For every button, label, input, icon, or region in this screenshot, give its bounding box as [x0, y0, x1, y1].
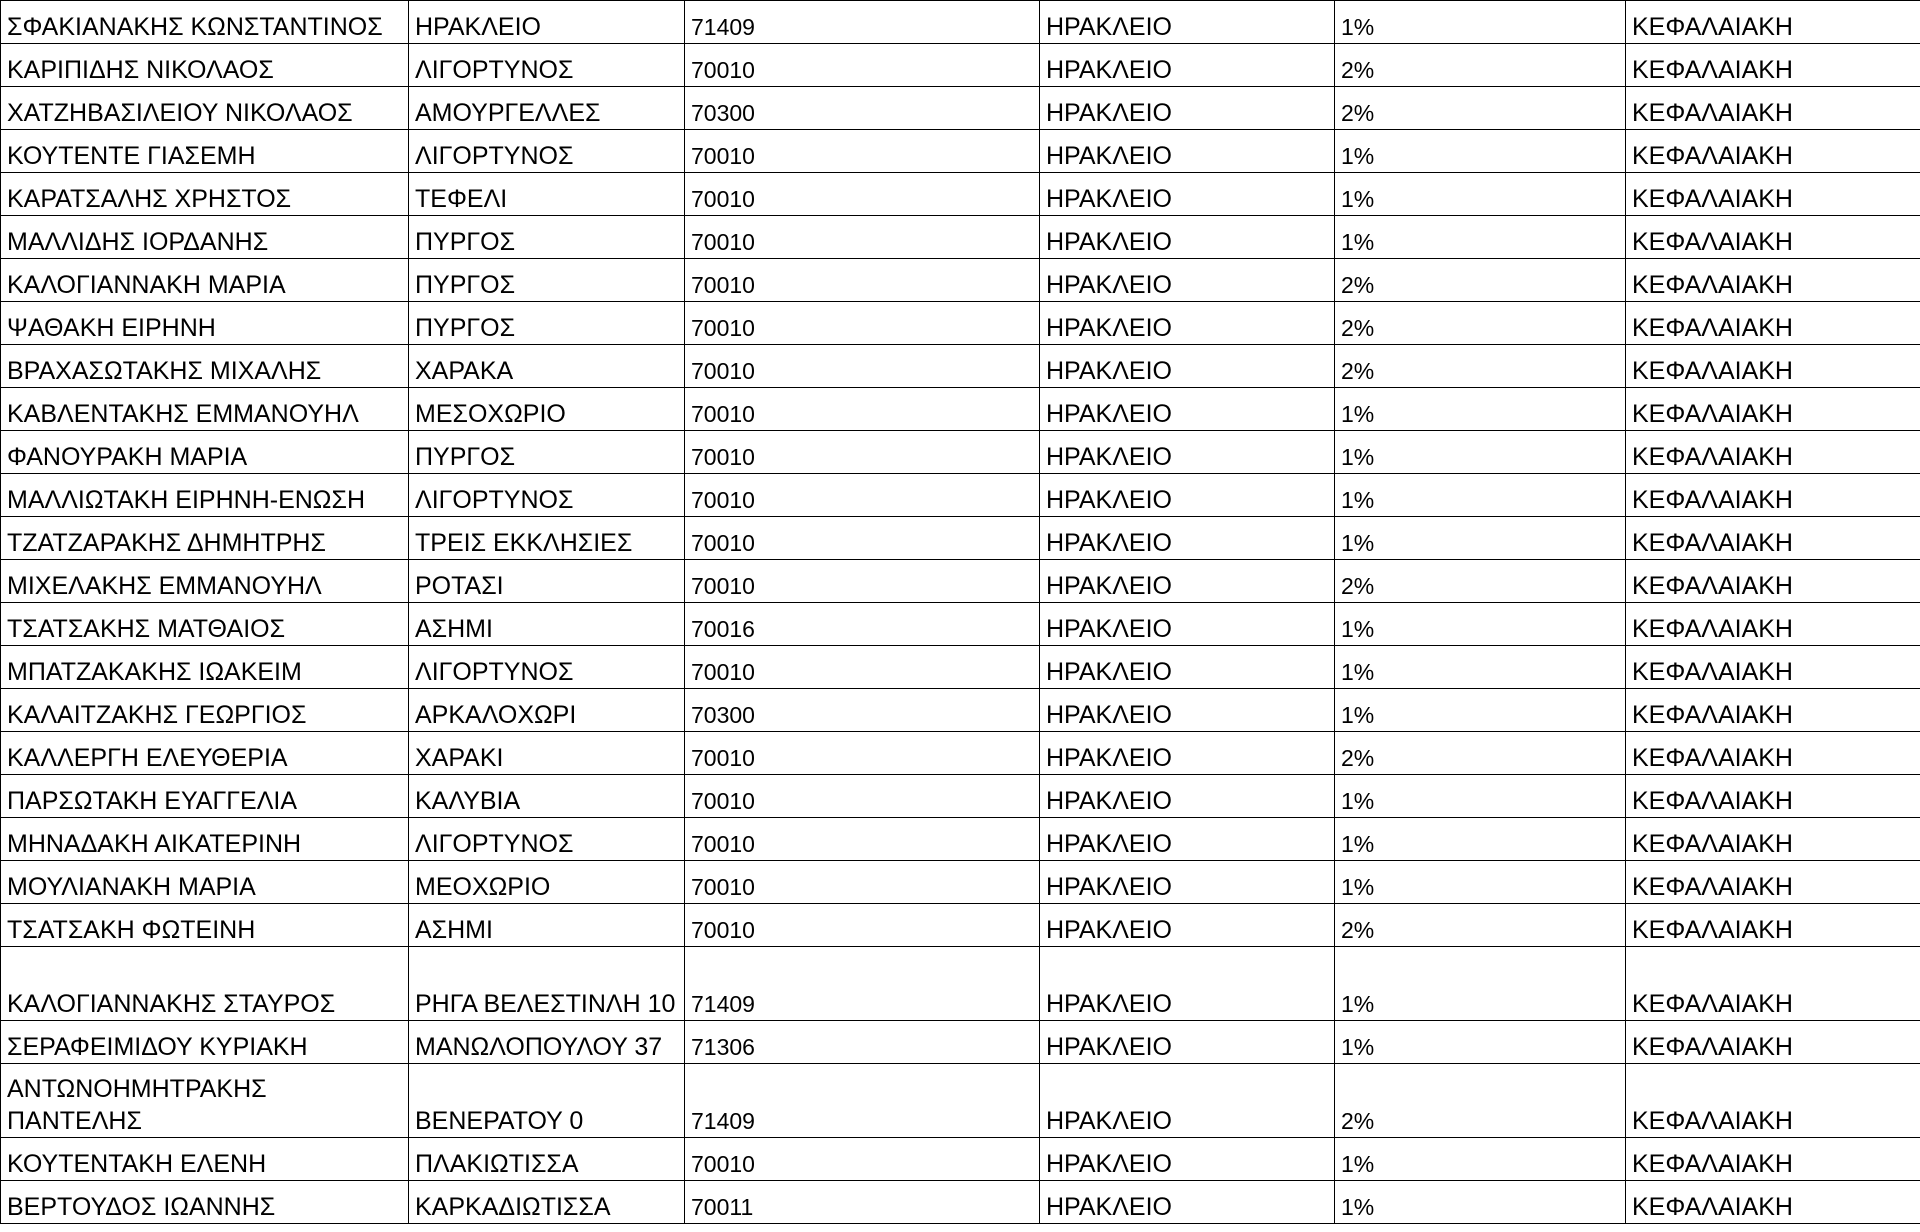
- table-row: [1, 775, 1920, 818]
- percentage-cell: 1%: [1335, 173, 1626, 216]
- city-cell: ΗΡΑΚΛΕΙΟ: [1040, 130, 1335, 173]
- percentage-cell: 2%: [1335, 1064, 1626, 1138]
- percentage-cell: 1%: [1335, 603, 1626, 646]
- percentage-cell: 2%: [1335, 345, 1626, 388]
- table-row: [1, 44, 1920, 87]
- name-cell: ΚΑΛΛΕΡΓΗ ΕΛΕΥΘΕΡΙΑ: [1, 732, 409, 775]
- name-cell: ΣΕΡΑΦΕΙΜΙΔΟΥ ΚΥΡΙΑΚΗ: [1, 1021, 409, 1064]
- name-cell: ΜΑΛΛΙΔΗΣ ΙΟΡΔΑΝΗΣ: [1, 216, 409, 259]
- postal-code-cell: 70010: [685, 474, 1040, 517]
- table-row: [1, 345, 1920, 388]
- category-cell: ΚΕΦΑΛΑΙΑΚΗ: [1626, 1064, 1920, 1138]
- percentage-cell: 1%: [1335, 861, 1626, 904]
- category-cell: ΚΕΦΑΛΑΙΑΚΗ: [1626, 560, 1920, 603]
- percentage-cell: 1%: [1335, 1021, 1626, 1064]
- city-cell: ΗΡΑΚΛΕΙΟ: [1040, 646, 1335, 689]
- category-cell: ΚΕΦΑΛΑΙΑΚΗ: [1626, 646, 1920, 689]
- category-cell: ΚΕΦΑΛΑΙΑΚΗ: [1626, 173, 1920, 216]
- name-cell: ΧΑΤΖΗΒΑΣΙΛΕΙΟΥ ΝΙΚΟΛΑΟΣ: [1, 87, 409, 130]
- category-cell: ΚΕΦΑΛΑΙΑΚΗ: [1626, 474, 1920, 517]
- location-cell: ΠΥΡΓΟΣ: [409, 259, 685, 302]
- percentage-cell: 1%: [1335, 474, 1626, 517]
- city-cell: ΗΡΑΚΛΕΙΟ: [1040, 216, 1335, 259]
- name-cell: ΚΑΛΟΓΙΑΝΝΑΚΗΣ ΣΤΑΥΡΟΣ: [1, 947, 409, 1021]
- location-cell: ΡΗΓΑ ΒΕΛΕΣΤΙΝΛΗ 10: [409, 947, 685, 1021]
- postal-code-cell: 70010: [685, 904, 1040, 947]
- table-row: [1, 259, 1920, 302]
- percentage-cell: 1%: [1335, 646, 1626, 689]
- postal-code-cell: 70010: [685, 517, 1040, 560]
- postal-code-cell: 70016: [685, 603, 1040, 646]
- city-cell: ΗΡΑΚΛΕΙΟ: [1040, 560, 1335, 603]
- table-row: [1, 603, 1920, 646]
- city-cell: ΗΡΑΚΛΕΙΟ: [1040, 345, 1335, 388]
- table-row: [1, 1021, 1920, 1064]
- name-cell: ΤΣΑΤΣΑΚΗΣ ΜΑΤΘΑΙΟΣ: [1, 603, 409, 646]
- category-cell: ΚΕΦΑΛΑΙΑΚΗ: [1626, 431, 1920, 474]
- location-cell: ΛΙΓΟΡΤΥΝΟΣ: [409, 646, 685, 689]
- name-cell: ΚΑΛΟΓΙΑΝΝΑΚΗ ΜΑΡΙΑ: [1, 259, 409, 302]
- location-cell: ΗΡΑΚΛΕΙΟ: [409, 1, 685, 44]
- percentage-cell: 2%: [1335, 259, 1626, 302]
- city-cell: ΗΡΑΚΛΕΙΟ: [1040, 1, 1335, 44]
- category-cell: ΚΕΦΑΛΑΙΑΚΗ: [1626, 517, 1920, 560]
- city-cell: ΗΡΑΚΛΕΙΟ: [1040, 302, 1335, 345]
- name-cell: ΦΑΝΟΥΡΑΚΗ ΜΑΡΙΑ: [1, 431, 409, 474]
- category-cell: ΚΕΦΑΛΑΙΑΚΗ: [1626, 904, 1920, 947]
- category-cell: ΚΕΦΑΛΑΙΑΚΗ: [1626, 732, 1920, 775]
- city-cell: ΗΡΑΚΛΕΙΟ: [1040, 1138, 1335, 1181]
- postal-code-cell: 70010: [685, 130, 1040, 173]
- percentage-cell: 1%: [1335, 689, 1626, 732]
- postal-code-cell: 70010: [685, 861, 1040, 904]
- location-cell: ΤΕΦΕΛΙ: [409, 173, 685, 216]
- name-cell: ΑΝΤΩΝΟΗΜΗΤΡΑΚΗΣ ΠΑΝΤΕΛΗΣ: [1, 1064, 409, 1138]
- name-cell: ΜΙΧΕΛΑΚΗΣ ΕΜΜΑΝΟΥΗΛ: [1, 560, 409, 603]
- percentage-cell: 2%: [1335, 302, 1626, 345]
- category-cell: ΚΕΦΑΛΑΙΑΚΗ: [1626, 1, 1920, 44]
- location-cell: ΠΛΑΚΙΩΤΙΣΣΑ: [409, 1138, 685, 1181]
- city-cell: ΗΡΑΚΛΕΙΟ: [1040, 517, 1335, 560]
- postal-code-cell: 70010: [685, 1138, 1040, 1181]
- postal-code-cell: 70010: [685, 259, 1040, 302]
- name-cell: ΚΟΥΤΕΝΤΑΚΗ ΕΛΕΝΗ: [1, 1138, 409, 1181]
- location-cell: ΧΑΡΑΚΑ: [409, 345, 685, 388]
- location-cell: ΠΥΡΓΟΣ: [409, 431, 685, 474]
- postal-code-cell: 71409: [685, 947, 1040, 1021]
- category-cell: ΚΕΦΑΛΑΙΑΚΗ: [1626, 689, 1920, 732]
- location-cell: ΑΣΗΜΙ: [409, 904, 685, 947]
- city-cell: ΗΡΑΚΛΕΙΟ: [1040, 474, 1335, 517]
- postal-code-cell: 70010: [685, 173, 1040, 216]
- city-cell: ΗΡΑΚΛΕΙΟ: [1040, 732, 1335, 775]
- postal-code-cell: 70010: [685, 302, 1040, 345]
- location-cell: ΒΕΝΕΡΑΤΟΥ 0: [409, 1064, 685, 1138]
- name-cell: ΚΟΥΤΕΝΤΕ ΓΙΑΣΕΜΗ: [1, 130, 409, 173]
- category-cell: ΚΕΦΑΛΑΙΑΚΗ: [1626, 1021, 1920, 1064]
- table-row: [1, 818, 1920, 861]
- category-cell: ΚΕΦΑΛΑΙΑΚΗ: [1626, 130, 1920, 173]
- postal-code-cell: 70010: [685, 44, 1040, 87]
- postal-code-cell: 71306: [685, 1021, 1040, 1064]
- city-cell: ΗΡΑΚΛΕΙΟ: [1040, 904, 1335, 947]
- category-cell: ΚΕΦΑΛΑΙΑΚΗ: [1626, 603, 1920, 646]
- location-cell: ΑΡΚΑΛΟΧΩΡΙ: [409, 689, 685, 732]
- table-row: [1, 646, 1920, 689]
- table-row: [1, 732, 1920, 775]
- table-row: [1, 216, 1920, 259]
- category-cell: ΚΕΦΑΛΑΙΑΚΗ: [1626, 259, 1920, 302]
- location-cell: ΜΕΣΟΧΩΡΙΟ: [409, 388, 685, 431]
- category-cell: ΚΕΦΑΛΑΙΑΚΗ: [1626, 1181, 1920, 1224]
- name-cell: ΚΑΡΙΠΙΔΗΣ ΝΙΚΟΛΑΟΣ: [1, 44, 409, 87]
- postal-code-cell: 70010: [685, 732, 1040, 775]
- category-cell: ΚΕΦΑΛΑΙΑΚΗ: [1626, 1138, 1920, 1181]
- location-cell: ΜΕΟΧΩΡΙΟ: [409, 861, 685, 904]
- category-cell: ΚΕΦΑΛΑΙΑΚΗ: [1626, 818, 1920, 861]
- category-cell: ΚΕΦΑΛΑΙΑΚΗ: [1626, 44, 1920, 87]
- postal-code-cell: 70300: [685, 689, 1040, 732]
- city-cell: ΗΡΑΚΛΕΙΟ: [1040, 388, 1335, 431]
- city-cell: ΗΡΑΚΛΕΙΟ: [1040, 173, 1335, 216]
- postal-code-cell: 70300: [685, 87, 1040, 130]
- table-row: [1, 904, 1920, 947]
- percentage-cell: 2%: [1335, 87, 1626, 130]
- table-row: [1, 1, 1920, 44]
- city-cell: ΗΡΑΚΛΕΙΟ: [1040, 947, 1335, 1021]
- category-cell: ΚΕΦΑΛΑΙΑΚΗ: [1626, 216, 1920, 259]
- postal-code-cell: 70010: [685, 646, 1040, 689]
- percentage-cell: 2%: [1335, 560, 1626, 603]
- category-cell: ΚΕΦΑΛΑΙΑΚΗ: [1626, 947, 1920, 1021]
- location-cell: ΚΑΡΚΑΔΙΩΤΙΣΣΑ: [409, 1181, 685, 1224]
- city-cell: ΗΡΑΚΛΕΙΟ: [1040, 775, 1335, 818]
- postal-code-cell: 70011: [685, 1181, 1040, 1224]
- postal-code-cell: 70010: [685, 345, 1040, 388]
- records-table-body: [1, 1, 1920, 1224]
- table-row: [1, 689, 1920, 732]
- name-cell: ΜΗΝΑΔΑΚΗ ΑΙΚΑΤΕΡΙΝΗ: [1, 818, 409, 861]
- name-cell: ΚΑΒΛΕΝΤΑΚΗΣ ΕΜΜΑΝΟΥΗΛ: [1, 388, 409, 431]
- postal-code-cell: 71409: [685, 1, 1040, 44]
- location-cell: ΡΟΤΑΣΙ: [409, 560, 685, 603]
- name-cell: ΒΡΑΧΑΣΩΤΑΚΗΣ ΜΙΧΑΛΗΣ: [1, 345, 409, 388]
- city-cell: ΗΡΑΚΛΕΙΟ: [1040, 44, 1335, 87]
- location-cell: ΠΥΡΓΟΣ: [409, 302, 685, 345]
- name-cell: ΚΑΡΑΤΣΑΛΗΣ ΧΡΗΣΤΟΣ: [1, 173, 409, 216]
- postal-code-cell: 70010: [685, 775, 1040, 818]
- name-cell: ΚΑΛΑΙΤΖΑΚΗΣ ΓΕΩΡΓΙΟΣ: [1, 689, 409, 732]
- location-cell: ΧΑΡΑΚΙ: [409, 732, 685, 775]
- percentage-cell: 2%: [1335, 904, 1626, 947]
- percentage-cell: 1%: [1335, 130, 1626, 173]
- percentage-cell: 1%: [1335, 388, 1626, 431]
- table-row: [1, 947, 1920, 1021]
- location-cell: ΛΙΓΟΡΤΥΝΟΣ: [409, 130, 685, 173]
- city-cell: ΗΡΑΚΛΕΙΟ: [1040, 259, 1335, 302]
- city-cell: ΗΡΑΚΛΕΙΟ: [1040, 861, 1335, 904]
- location-cell: ΠΥΡΓΟΣ: [409, 216, 685, 259]
- percentage-cell: 1%: [1335, 775, 1626, 818]
- city-cell: ΗΡΑΚΛΕΙΟ: [1040, 1021, 1335, 1064]
- name-cell: ΜΠΑΤΖΑΚΑΚΗΣ ΙΩΑΚΕΙΜ: [1, 646, 409, 689]
- location-cell: ΑΜΟΥΡΓΕΛΛΕΣ: [409, 87, 685, 130]
- name-cell: ΨΑΘΑΚΗ ΕΙΡΗΝΗ: [1, 302, 409, 345]
- table-row: [1, 87, 1920, 130]
- table-row: [1, 431, 1920, 474]
- city-cell: ΗΡΑΚΛΕΙΟ: [1040, 689, 1335, 732]
- name-cell: ΠΑΡΣΩΤΑΚΗ ΕΥΑΓΓΕΛΙΑ: [1, 775, 409, 818]
- name-cell: ΒΕΡΤΟΥΔΟΣ ΙΩΑΝΝΗΣ: [1, 1181, 409, 1224]
- postal-code-cell: 70010: [685, 431, 1040, 474]
- percentage-cell: 1%: [1335, 1, 1626, 44]
- table-row: [1, 302, 1920, 345]
- location-cell: ΤΡΕΙΣ ΕΚΚΛΗΣΙΕΣ: [409, 517, 685, 560]
- location-cell: ΚΑΛΥΒΙΑ: [409, 775, 685, 818]
- postal-code-cell: 71409: [685, 1064, 1040, 1138]
- location-cell: ΛΙΓΟΡΤΥΝΟΣ: [409, 818, 685, 861]
- table-row: [1, 861, 1920, 904]
- city-cell: ΗΡΑΚΛΕΙΟ: [1040, 818, 1335, 861]
- percentage-cell: 2%: [1335, 732, 1626, 775]
- city-cell: ΗΡΑΚΛΕΙΟ: [1040, 1181, 1335, 1224]
- category-cell: ΚΕΦΑΛΑΙΑΚΗ: [1626, 775, 1920, 818]
- name-cell: ΣΦΑΚΙΑΝΑΚΗΣ ΚΩΝΣΤΑΝΤΙΝΟΣ: [1, 1, 409, 44]
- category-cell: ΚΕΦΑΛΑΙΑΚΗ: [1626, 345, 1920, 388]
- city-cell: ΗΡΑΚΛΕΙΟ: [1040, 87, 1335, 130]
- table-row: [1, 130, 1920, 173]
- city-cell: ΗΡΑΚΛΕΙΟ: [1040, 1064, 1335, 1138]
- percentage-cell: 1%: [1335, 947, 1626, 1021]
- name-cell: ΤΖΑΤΖΑΡΑΚΗΣ ΔΗΜΗΤΡΗΣ: [1, 517, 409, 560]
- percentage-cell: 1%: [1335, 818, 1626, 861]
- percentage-cell: 1%: [1335, 1181, 1626, 1224]
- percentage-cell: 2%: [1335, 44, 1626, 87]
- name-cell: ΤΣΑΤΣΑΚΗ ΦΩΤΕΙΝΗ: [1, 904, 409, 947]
- table-row: [1, 388, 1920, 431]
- category-cell: ΚΕΦΑΛΑΙΑΚΗ: [1626, 87, 1920, 130]
- table-row: [1, 1064, 1920, 1138]
- name-cell: ΜΟΥΛΙΑΝΑΚΗ ΜΑΡΙΑ: [1, 861, 409, 904]
- table-row: [1, 560, 1920, 603]
- postal-code-cell: 70010: [685, 560, 1040, 603]
- table-row: [1, 1138, 1920, 1181]
- percentage-cell: 1%: [1335, 216, 1626, 259]
- location-cell: ΛΙΓΟΡΤΥΝΟΣ: [409, 44, 685, 87]
- postal-code-cell: 70010: [685, 388, 1040, 431]
- postal-code-cell: 70010: [685, 216, 1040, 259]
- category-cell: ΚΕΦΑΛΑΙΑΚΗ: [1626, 861, 1920, 904]
- location-cell: ΛΙΓΟΡΤΥΝΟΣ: [409, 474, 685, 517]
- location-cell: ΑΣΗΜΙ: [409, 603, 685, 646]
- percentage-cell: 1%: [1335, 431, 1626, 474]
- city-cell: ΗΡΑΚΛΕΙΟ: [1040, 431, 1335, 474]
- table-row: [1, 517, 1920, 560]
- category-cell: ΚΕΦΑΛΑΙΑΚΗ: [1626, 388, 1920, 431]
- location-cell: ΜΑΝΩΛΟΠΟΥΛΟΥ 37: [409, 1021, 685, 1064]
- postal-code-cell: 70010: [685, 818, 1040, 861]
- table-row: [1, 1181, 1920, 1224]
- table-row: [1, 173, 1920, 216]
- percentage-cell: 1%: [1335, 517, 1626, 560]
- percentage-cell: 1%: [1335, 1138, 1626, 1181]
- table-row: [1, 474, 1920, 517]
- name-cell: ΜΑΛΛΙΩΤΑΚΗ ΕΙΡΗΝΗ-ΕΝΩΣΗ: [1, 474, 409, 517]
- category-cell: ΚΕΦΑΛΑΙΑΚΗ: [1626, 302, 1920, 345]
- city-cell: ΗΡΑΚΛΕΙΟ: [1040, 603, 1335, 646]
